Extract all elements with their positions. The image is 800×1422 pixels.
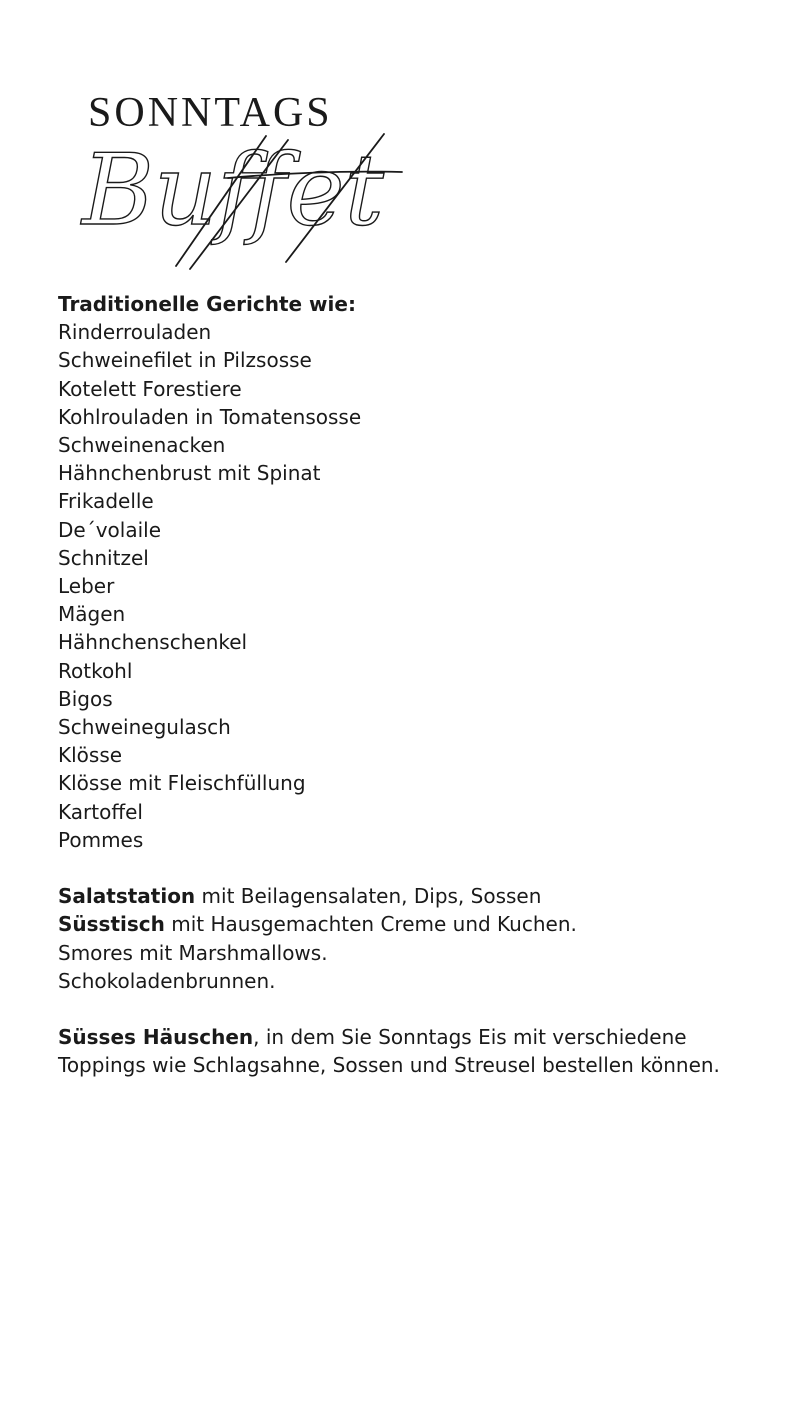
ice-cream-text-1: , in dem Sie Sonntags Eis mit verschiedene bbox=[253, 1025, 687, 1050]
dish-item: Pommes bbox=[58, 827, 144, 852]
dish-item: Schweinefilet in Pilzsosse bbox=[58, 348, 312, 373]
title-buffet-script bbox=[78, 126, 418, 276]
section-spacer bbox=[58, 995, 778, 1023]
dish-item: Schweinegulasch bbox=[58, 715, 231, 740]
dish-item: Mägen bbox=[58, 602, 126, 627]
dish-item: De´volaile bbox=[58, 517, 162, 542]
dish-item: Schweinenacken bbox=[58, 433, 226, 458]
ice-cream-line-1 bbox=[58, 1023, 778, 1051]
dish-item: Hähnchenbrust mit Spinat bbox=[58, 461, 321, 486]
ice-cream-house-name: Süsses Häuschen bbox=[58, 1025, 254, 1050]
dessert-table-name: Süsstisch bbox=[58, 912, 165, 937]
menu-content bbox=[58, 290, 778, 1080]
dish-item: Kohlrouladen in Tomatensosse bbox=[58, 404, 362, 429]
stations-section bbox=[58, 882, 778, 995]
salad-station-line bbox=[58, 882, 778, 910]
title-sonntags: SONNTAGS bbox=[88, 90, 333, 136]
dish-item: Frikadelle bbox=[58, 489, 154, 514]
salad-station-name: Salatstation bbox=[58, 884, 196, 909]
dessert-table-text: mit Hausgemachten Creme und Kuchen. bbox=[164, 912, 577, 937]
smores-line: Smores mit Marshmallows. bbox=[58, 940, 328, 965]
dish-item: Klösse mit Fleischfüllung bbox=[58, 771, 306, 796]
ice-cream-line-2: Toppings wie Schlagsahne, Sossen und Streusel bestellen können. bbox=[58, 1053, 720, 1078]
traditional-heading: Traditionelle Gerichte wie: bbox=[58, 292, 356, 316]
dish-item: Rotkohl bbox=[58, 658, 133, 683]
salad-station-text: mit Beilagensalaten, Dips, Sossen bbox=[195, 884, 542, 909]
dish-item: Kartoffel bbox=[58, 799, 143, 824]
dish-item: Bigos bbox=[58, 686, 113, 711]
ice-cream-section bbox=[58, 1023, 778, 1079]
traditional-section bbox=[58, 290, 778, 854]
dish-item: Schnitzel bbox=[58, 545, 149, 570]
dish-item: Hähnchenschenkel bbox=[58, 630, 248, 655]
chocolate-fountain-line: Schokoladenbrunnen. bbox=[58, 968, 276, 993]
title-block bbox=[78, 92, 418, 277]
section-spacer bbox=[58, 854, 778, 882]
dessert-table-line bbox=[58, 910, 778, 938]
dish-item: Leber bbox=[58, 574, 115, 599]
dish-list bbox=[58, 318, 778, 854]
dish-item: Kotelett Forestiere bbox=[58, 376, 242, 401]
dish-item: Klösse bbox=[58, 743, 123, 768]
title-buffet-text: Buffet bbox=[82, 134, 384, 248]
dish-item: Rinderrouladen bbox=[58, 320, 212, 345]
